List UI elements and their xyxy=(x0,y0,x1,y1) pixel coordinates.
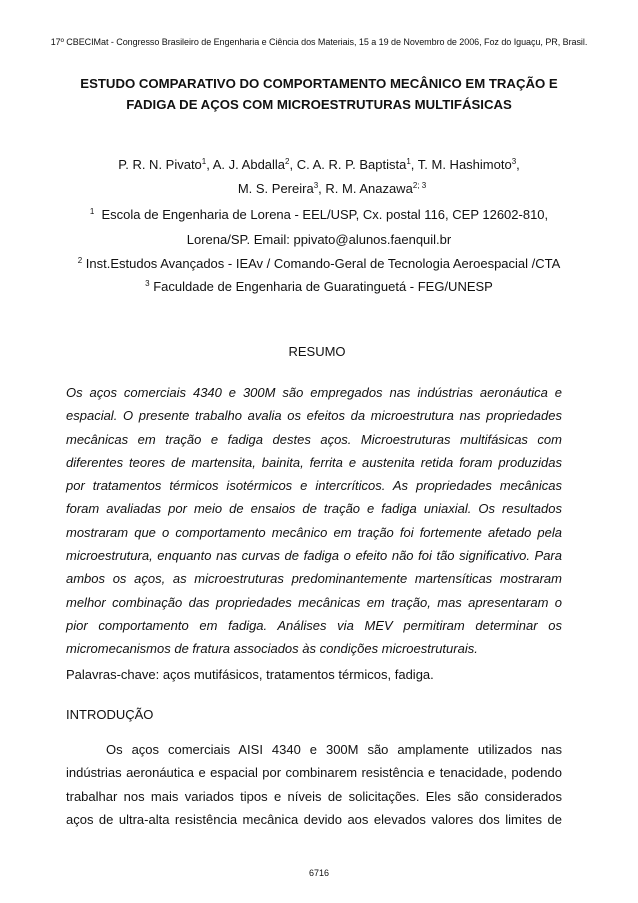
author-name: T. M. Hashimoto xyxy=(417,157,512,172)
affiliation-sup: 3 xyxy=(145,279,150,288)
abstract-line: espacial. O presente trabalho avalia os efeitos da microestrutura nas propriedades xyxy=(66,408,562,424)
author-sup: 3 xyxy=(511,157,517,166)
abstract-line: micromecanismos de fratura associados às condições microestruturais. xyxy=(66,641,478,657)
affiliation-1-line-2: Lorena/SP. Email: ppivato@alunos.faenquil.br xyxy=(186,232,452,247)
abstract-line: microestrutura, enquanto nas curvas de fadiga o efeito não foi tão significativo. Para xyxy=(66,548,562,564)
intro-line: trabalhar nos mais variados tipos e níveis de solicitações. Eles são considerados xyxy=(66,788,562,804)
author-line-2: M. S. Pereira$^3$, R. M. Anazawa$^{2; 3}$ xyxy=(237,181,427,196)
author-name: M. S. Pereira xyxy=(237,181,314,196)
author-name: A. J. Abdalla xyxy=(212,157,286,172)
affiliation-text: Faculdade de Engenharia de Guaratinguetá - FEG/UNESP xyxy=(153,279,493,294)
intro-body xyxy=(66,738,562,831)
abstract-line: foram avaliadas por meio de ensaios de tração e fadiga uniaxial. Os resultados xyxy=(66,501,562,517)
intro-line: aços de ultra-alta resistência mecânica devido aos elevados valores dos limites de xyxy=(66,811,562,827)
author-sup: 2 xyxy=(285,157,290,166)
abstract-line: Os aços comerciais 4340 e 300M são empregados nas indústrias aeronáutica e xyxy=(66,385,562,400)
affiliation-text: Escola de Engenharia de Lorena - EEL/USP, Cx. postal 116, CEP 12602-810, xyxy=(101,207,549,222)
intro-heading: INTRODUÇÃO xyxy=(66,707,154,722)
author-name: R. M. Anazawa xyxy=(325,181,413,196)
affiliation-sup: 1 xyxy=(89,207,95,216)
affiliation-1-line-1 xyxy=(0,207,638,222)
abstract-line: pior comportamento em fadiga. Análises via MEV permitiram determinar os xyxy=(66,617,562,633)
abstract-line: mecânicas em tração e fadiga destes aços. Microestruturas multifásicas com xyxy=(66,431,562,447)
abstract-line: ambos os aços, as microestruturas predominantemente martensíticas mostraram xyxy=(66,571,562,587)
abstract-heading: RESUMO xyxy=(288,344,346,359)
abstract-line: diferentes teores de martensita, bainita, ferrita e austenita retida foram produzidas xyxy=(66,454,562,470)
affiliation-sup: 2 xyxy=(77,256,83,265)
affiliation-3 xyxy=(0,279,638,294)
abstract-line: melhor combinação das propriedades mecânicas em tração, mas apresentaram o xyxy=(66,594,562,610)
intro-line: indústrias aeronáutica e espacial por combinarem resistência e tenacidade, podendo xyxy=(66,765,562,781)
author-sup: 1 xyxy=(201,157,207,166)
author-name: C. A. R. P. Baptista xyxy=(296,157,407,172)
affiliation-text: Inst.Estudos Avançados - IEAv / Comando-Geral de Tecnologia Aeroespacial /CTA xyxy=(85,256,561,271)
title-line-1: ESTUDO COMPARATIVO DO COMPORTAMENTO MECÂNICO EM TRAÇÃO E xyxy=(80,76,558,91)
keywords: Palavras-chave: aços mutifásicos, tratamentos térmicos, fadiga. xyxy=(66,667,434,682)
author-sup: 1 xyxy=(406,157,411,166)
abstract-line: por tratamentos térmicos isotérmicos e intercríticos. As propriedades mecânicas xyxy=(66,478,562,494)
running-header: 17º CBECIMat - Congresso Brasileiro de Engenharia e Ciência dos Materiais, 15 a 19 de Novembro de 2006, Foz do Iguaçu, PR, Brasil. xyxy=(50,37,588,47)
abstract-body xyxy=(66,381,562,661)
author-line-1: P. R. N. Pivato$^1$, A. J. Abdalla$^2$, C. A. R. P. Baptista$^1$, T. M. Hashimoto$^3$, xyxy=(118,157,520,172)
abstract-line: mostraram que o comportamento mecânico em tração foi fortemente afetado pela xyxy=(66,524,562,540)
intro-line: Os aços comerciais AISI 4340 e 300M são amplamente utilizados nas xyxy=(106,742,562,757)
author-sup: 3 xyxy=(313,181,319,190)
title-line-2: FADIGA DE AÇOS COM MICROESTRUTURAS MULTIFÁSICAS xyxy=(126,97,512,112)
paper-title xyxy=(40,73,598,115)
author-name: P. R. N. Pivato xyxy=(118,157,202,172)
author-sup: 2; 3 xyxy=(412,181,427,190)
page-number: 6716 xyxy=(308,868,330,878)
affiliation-2 xyxy=(0,256,638,271)
